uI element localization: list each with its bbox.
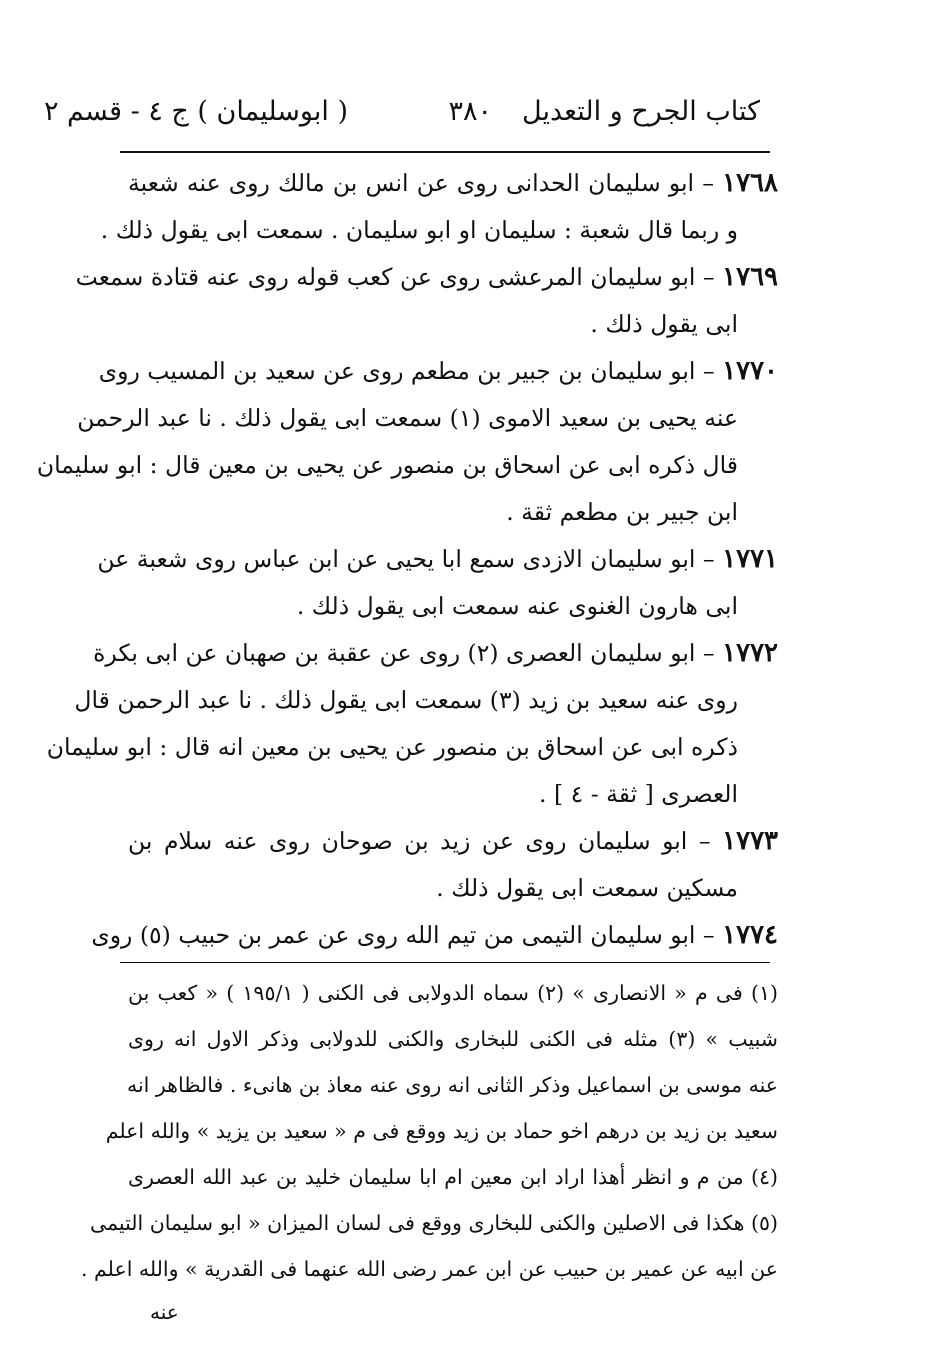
footnotes-block [81, 970, 778, 1292]
entry-text: قال ذكره ابى عن اسحاق بن منصور عن يحيى بن معين قال : ابو سليمان [36, 451, 738, 479]
entry-1771 [97, 536, 778, 630]
entry-1773 [128, 818, 778, 912]
entry-number: ١٧٧٣ [722, 826, 778, 856]
running-header [43, 92, 760, 142]
entry-line: ١٧٧٢ – ابو سليمان العصرى (٢) روى عن عقبة بن صهبان عن ابى بكرة [93, 638, 778, 668]
entry-line: ١٧٧٤ – ابو سليمان التيمى من تيم الله روى عن عمر بن حبيب (٥) روى [91, 920, 778, 950]
entry-line [128, 583, 778, 630]
entry-number: ١٧٦٩ [722, 262, 778, 292]
entry-line [128, 865, 778, 912]
entry-text: العصرى [ ثقة - ٤ ] . [539, 780, 738, 808]
entry-text: ابو سليمان الازدى سمع ابا يحيى عن ابن عباس روى شعبة عن [97, 545, 696, 573]
entry-number: ١٧٧٤ [722, 920, 778, 950]
footnote-line: عنه موسى بن اسماعيل وذكر الثانى انه روى عنه معاذ بن هانىء . فالظاهر انه [126, 1073, 778, 1097]
entry-line [128, 301, 778, 348]
footnote-line: شبيب » (٣) مثله فى الكنى للبخارى والكنى للدولابى وذكر الاول انه روى [128, 1027, 778, 1051]
entry-number: ١٧٧٠ [722, 356, 778, 386]
entry-text: و ربما قال شعبة : سليمان او ابو سليمان . سمعت ابى يقول ذلك . [100, 216, 738, 244]
entry-number: ١٧٧٢ [722, 638, 778, 668]
entry-1769 [75, 254, 778, 348]
entry-text: ابى هارون الغنوى عنه سمعت ابى يقول ذلك . [296, 592, 738, 620]
entries-block [36, 160, 778, 959]
footnote-line: (٤) من م و انظر أهذا اراد ابن معين ام ابا سليمان خليد بن عبد الله العصرى [128, 1165, 778, 1189]
entry-number: ١٧٦٨ [722, 168, 778, 198]
entry-text: ابو سليمان الحدانى روى عن انس بن مالك روى عنه شعبة [128, 169, 695, 197]
volume-label: ( ابوسليمان ) ج ٤ - قسم ٢ [43, 96, 348, 127]
footnote-rule [120, 962, 770, 963]
page-number: ٣٨٠ [448, 96, 492, 127]
entry-line [100, 207, 778, 254]
entry-line [128, 771, 778, 818]
entry-line [74, 677, 778, 724]
entry-line: ١٧٧١ – ابو سليمان الازدى سمع ابا يحيى عن ابن عباس روى شعبة عن [97, 544, 778, 574]
catchword: عنه [150, 1300, 179, 1324]
entry-line [77, 395, 778, 442]
entry-text: ابو سليمان العصرى (٢) روى عن عقبة بن صهبان عن ابى بكرة [93, 639, 696, 667]
entry-line: ١٧٦٨ – ابو سليمان الحدانى روى عن انس بن مالك روى عنه شعبة [128, 168, 778, 198]
entry-line: ١٧٧٣ – ابو سليمان روى عن زيد بن صوحان روى عنه سلام بن [128, 826, 778, 856]
entry-1770 [36, 348, 778, 536]
footnote-line: سعيد بن زيد بن درهم اخو حماد بن زيد ووقع فى م « سعيد بن يزيد » والله اعلم [105, 1119, 778, 1143]
entry-text: ابى يقول ذلك . [590, 310, 738, 338]
entry-text: روى عنه سعيد بن زيد (٣) سمعت ابى يقول ذلك . نا عبد الرحمن قال [74, 686, 738, 714]
entry-line [36, 442, 778, 489]
entry-text: ابن جبير بن مطعم ثقة . [506, 498, 738, 526]
entry-text: ابو سليمان روى عن زيد بن صوحان روى عنه سلام بن [128, 827, 688, 855]
entry-number: ١٧٧١ [722, 544, 778, 574]
entry-1772 [46, 630, 778, 818]
entry-text: عنه يحيى بن سعيد الاموى (١) سمعت ابى يقول ذلك . نا عبد الرحمن [77, 404, 738, 432]
footnote-line: عن ابيه عن عمير بن حبيب عن ابن عمر رضى الله عنهما فى القدرية » والله اعلم . [81, 1257, 778, 1281]
entry-text: ابو سليمان المرعشى روى عن كعب قوله روى عنه قتادة سمعت [75, 263, 696, 291]
footnote-line: (٥) هكذا فى الاصلين والكنى للبخارى ووقع فى لسان الميزان « ابو سليمان التيمى [89, 1211, 778, 1235]
entry-1768 [100, 160, 778, 254]
book-title: كتاب الجرح و التعديل [522, 96, 760, 127]
entry-1774 [91, 912, 778, 959]
entry-text: ابو سليمان بن جبير بن مطعم روى عن سعيد بن المسيب روى [98, 357, 696, 385]
footnote-line: (١) فى م « الانصارى » (٢) سماه الدولابى فى الكنى ( ١٩٥/١ ) « كعب بن [128, 981, 778, 1005]
header-rule [120, 151, 770, 153]
entry-line [46, 724, 778, 771]
entry-text: ابو سليمان التيمى من تيم الله روى عن عمر بن حبيب (٥) روى [91, 921, 696, 949]
entry-text: ذكره ابى عن اسحاق بن منصور عن يحيى بن معين انه قال : ابو سليمان [46, 733, 738, 761]
entry-line [128, 489, 778, 536]
entry-line: ١٧٧٠ – ابو سليمان بن جبير بن مطعم روى عن سعيد بن المسيب روى [98, 356, 778, 386]
entry-text: مسكين سمعت ابى يقول ذلك . [436, 874, 738, 902]
entry-line: ١٧٦٩ – ابو سليمان المرعشى روى عن كعب قوله روى عنه قتادة سمعت [75, 262, 778, 292]
